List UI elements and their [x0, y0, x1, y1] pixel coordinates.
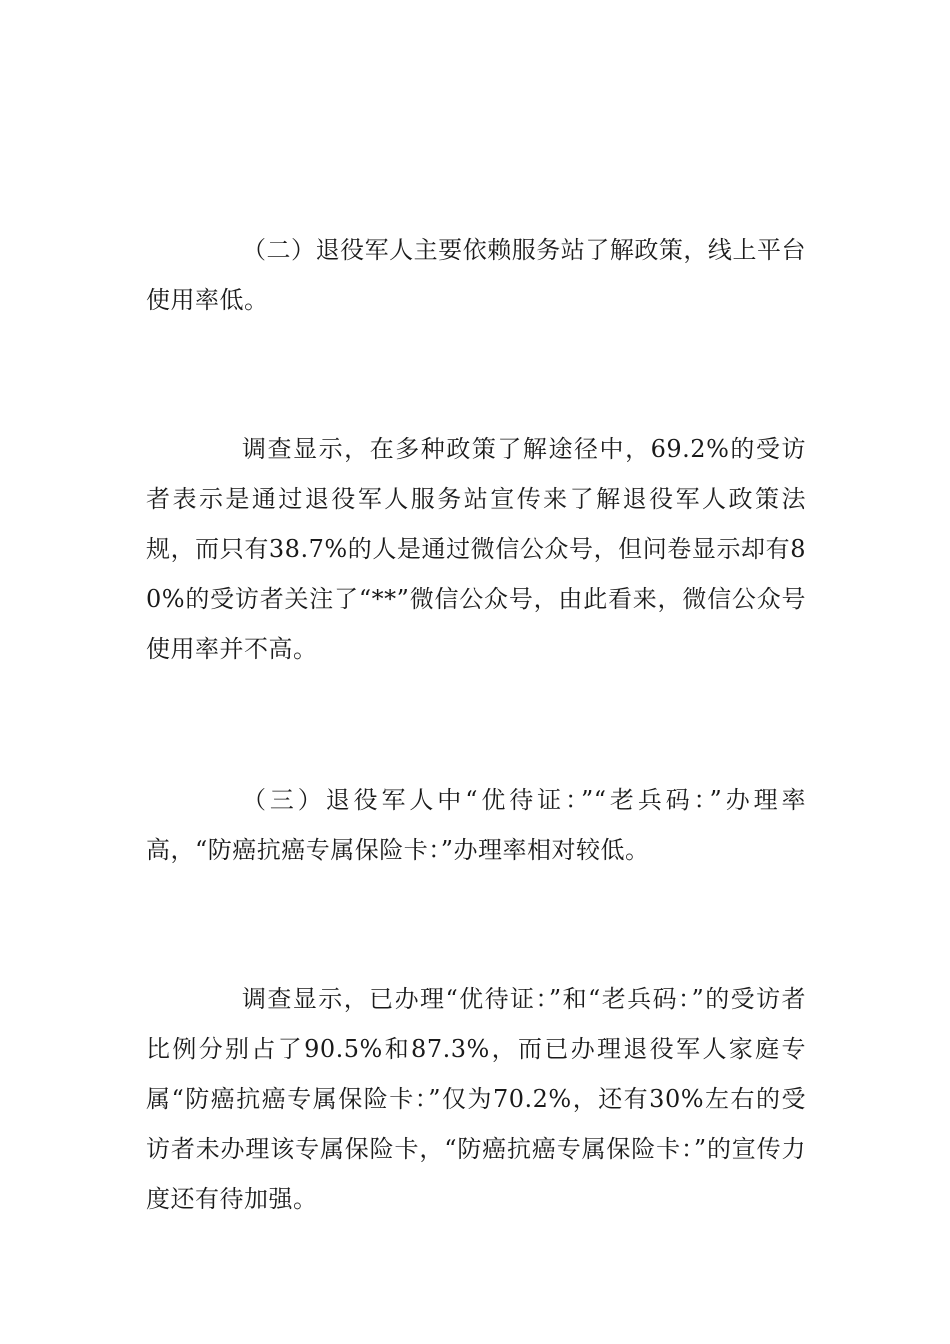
- section-heading-3: （三）退役军人中“优待证：”“老兵码：”办理率高，“防癌抗癌专属保险卡：”办理率相对较低。: [146, 786, 806, 864]
- body-paragraph-survey-cards: 调查显示，已办理“优待证：”和“老兵码：”的受访者比例分别占了90.5%和87.3%，而已办理退役军人家庭专属“防癌抗癌专属保险卡：”仅为70.2%，还有30%左右的受访者未办理该专属保险卡，“防癌抗癌专属保险卡：”的宣传力度还有待加强。: [146, 985, 806, 1213]
- section-heading-2: （二）退役军人主要依赖服务站了解政策，线上平台使用率低。: [146, 236, 806, 314]
- body-paragraph-survey-channels: 调查显示，在多种政策了解途径中，69.2%的受访者表示是通过退役军人服务站宣传来了解退役军人政策法规，而只有38.7%的人是通过微信公众号，但问卷显示却有80%的受访者关注了“**”微信公众号，由此看来，微信公众号使用率并不高。: [146, 435, 806, 663]
